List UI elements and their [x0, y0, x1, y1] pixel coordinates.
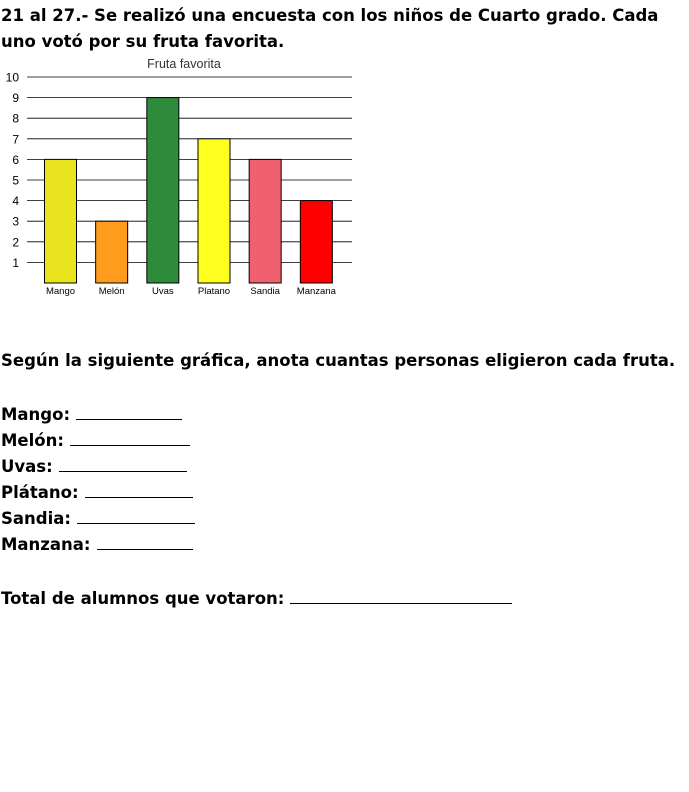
y-tick-label: 9	[12, 91, 19, 106]
y-tick-label: 7	[12, 132, 19, 147]
answer-blank-uvas[interactable]	[59, 457, 187, 472]
total-line	[1, 586, 512, 612]
answer-label: Mango:	[1, 405, 71, 424]
answer-manzana	[1, 532, 195, 558]
bar-mango	[45, 159, 77, 283]
x-tick-label: Platano	[197, 286, 231, 297]
answer-melon	[1, 428, 195, 454]
intro-line-1: 21 al 27.- Se realizó una encuesta con los niños de Cuarto grado. Cada	[1, 6, 659, 25]
answer-blank-platano[interactable]	[85, 483, 193, 498]
y-tick-label: 8	[12, 111, 19, 126]
intro-text	[1, 3, 681, 55]
instruction-text: Según la siguiente gráfica, anota cuantas personas eligieron cada fruta.	[1, 351, 676, 370]
x-tick-label: Uvas	[152, 286, 174, 297]
y-tick-label: 10	[5, 70, 19, 85]
y-tick-label: 3	[12, 214, 19, 229]
answer-blank-melon[interactable]	[70, 431, 190, 446]
y-tick-label: 4	[12, 194, 19, 209]
total-label: Total de alumnos que votaron:	[1, 589, 285, 608]
bar-platano	[198, 139, 230, 283]
answer-label: Sandia:	[1, 509, 71, 528]
answer-label: Plátano:	[1, 483, 79, 502]
bar-uvas	[147, 98, 179, 283]
x-axis-ticks	[46, 286, 337, 297]
y-tick-label: 6	[12, 152, 19, 167]
bars	[45, 98, 333, 283]
answer-sandia	[1, 506, 195, 532]
answer-label: Melón:	[1, 431, 64, 450]
y-tick-label: 2	[12, 235, 19, 250]
answer-label: Uvas:	[1, 457, 53, 476]
bar-melón	[96, 221, 128, 283]
answer-blank-sandia[interactable]	[77, 509, 195, 524]
answer-blank-mango[interactable]	[76, 405, 182, 420]
answer-blank-manzana[interactable]	[97, 535, 193, 550]
total-blank[interactable]	[290, 589, 512, 604]
x-tick-label: Mango	[45, 286, 76, 297]
y-tick-label: 1	[12, 255, 19, 270]
bar-manzana	[300, 201, 332, 283]
x-tick-label: Melón	[98, 286, 125, 297]
fruit-bar-chart	[0, 52, 360, 302]
bar-sandia	[249, 159, 281, 283]
y-axis-ticks	[6, 71, 20, 270]
answer-mango	[1, 402, 195, 428]
x-tick-label: Manzana	[296, 286, 336, 297]
answer-uvas	[1, 454, 195, 480]
answer-label: Manzana:	[1, 535, 91, 554]
answer-platano	[1, 480, 195, 506]
answer-list	[1, 402, 195, 558]
x-tick-label: Sandia	[250, 286, 280, 297]
y-tick-label: 5	[12, 173, 19, 188]
intro-line-2: uno votó por su fruta favorita.	[1, 32, 285, 51]
chart-title: Fruta favorita	[147, 57, 221, 71]
